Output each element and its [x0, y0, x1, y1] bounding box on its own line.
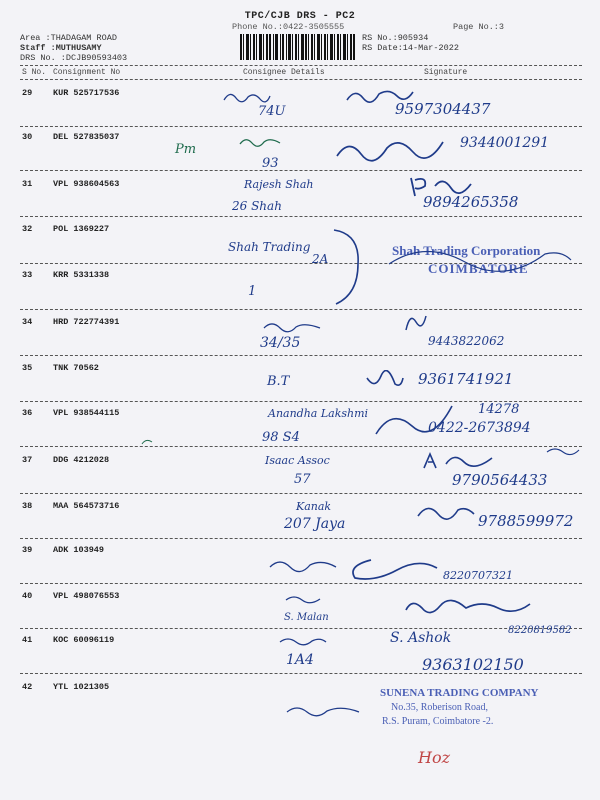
handwritten-name-39 [268, 555, 338, 573]
row-divider [20, 446, 582, 447]
staff-label: Staff :MUTHUSAMY [20, 43, 102, 53]
handwritten-address-41: 1A4 [286, 652, 314, 668]
handwritten-name-41 [278, 634, 328, 648]
page-number: Page No.:3 [453, 22, 505, 32]
sunena-stamp-name: SUNENA TRADING COMPANY [380, 687, 539, 699]
signature-30 [335, 134, 445, 164]
row-divider [20, 355, 582, 356]
row-consignment: MAA 564573716 [53, 501, 120, 511]
row-consignment: POL 1369227 [53, 224, 110, 234]
handwritten-name-31: Rajesh Shah [244, 178, 314, 191]
handwritten-address-37: 57 [294, 472, 311, 487]
handwritten-phone-38: 9788599972 [478, 512, 574, 530]
handwritten-note-30: Pm [175, 142, 197, 157]
row-consignment: VPL 938544115 [53, 408, 120, 418]
sunena-stamp-address-line2: R.S. Puram, Coimbatore -2. [382, 716, 494, 727]
handwritten-phone-41-b: 9363102150 [422, 655, 524, 674]
row-consignment: YTL 1021305 [53, 682, 110, 692]
company-stamp-city: COIMBATORE [428, 261, 529, 276]
row-divider [20, 216, 582, 217]
handwritten-name-30 [238, 134, 283, 150]
row-divider [20, 309, 582, 310]
row-sno: 35 [22, 363, 33, 373]
drs-number: DRS No. :DCJB90593403 [20, 53, 128, 63]
handwritten-name-40 [284, 592, 324, 606]
row-consignment: HRD 722774391 [53, 317, 120, 327]
handwritten-phone-39: 8220707321 [443, 569, 513, 582]
header-phone: Phone No.:0422-3505555 [232, 22, 345, 32]
row-sno: 29 [22, 88, 33, 98]
row-sno: 36 [22, 408, 33, 418]
handwritten-address-38: 207 Jaya [284, 516, 346, 532]
row-consignment: VPL 498076553 [53, 591, 120, 601]
handwritten-address-40: S. Malan [284, 612, 329, 623]
signature-37-mark [545, 444, 581, 458]
row-consignment: KUR 525717536 [53, 88, 120, 98]
handwritten-phone-29: 9597304437 [395, 100, 491, 118]
rs-date: RS Date:14-Mar-2022 [362, 43, 459, 53]
handwritten-bottom-note: Hoz [418, 748, 451, 767]
row-divider [20, 126, 582, 127]
column-sno: S No. [22, 68, 47, 77]
column-consignment: Consignment No [53, 68, 121, 77]
row-divider [20, 170, 582, 171]
row-sno: 39 [22, 545, 33, 555]
handwritten-name-34 [262, 318, 322, 334]
row-sno: 33 [22, 270, 33, 280]
handwritten-address-31: 26 Shah [232, 199, 282, 213]
handwritten-phone-37: 9790564433 [452, 471, 548, 489]
header-divider-top [20, 65, 582, 66]
row-sno: 37 [22, 455, 33, 465]
row-divider [20, 538, 582, 539]
row-sno: 40 [22, 591, 33, 601]
row-sno: 42 [22, 682, 33, 692]
row-consignment: TNK 70562 [53, 363, 99, 373]
handwritten-phone-34: 9443822062 [428, 334, 505, 348]
signature-34 [402, 310, 428, 334]
row-consignment: KOC 60096119 [53, 635, 115, 645]
stray-mark [140, 436, 154, 446]
header-divider-bottom [20, 79, 582, 80]
signature-35 [365, 370, 405, 394]
signature-37 [420, 450, 496, 472]
handwritten-address-34: 34/35 [260, 335, 301, 351]
handwritten-phone-36-b: 0422-2673894 [428, 420, 531, 436]
bracket-mark [330, 228, 370, 308]
row-consignment: KRR 5331338 [53, 270, 110, 280]
handwritten-address-35: B.T [267, 374, 290, 389]
rs-number: RS No.:905934 [362, 33, 429, 43]
signature-41: S. Ashok [390, 630, 452, 646]
handwritten-address-30: 93 [262, 156, 279, 171]
handwritten-name-37: Isaac Assoc [265, 454, 330, 467]
row-consignment: ADK 103949 [53, 545, 105, 555]
column-consignee: Consignee Details [243, 68, 325, 77]
document-title: TPC/CJB DRS - PC2 [244, 11, 356, 22]
row-consignment: DEL 527835037 [53, 132, 120, 142]
handwritten-address-32: 2A [312, 252, 329, 266]
stamp-signature-scribble [385, 236, 575, 284]
handwritten-address-36: 98 S4 [262, 430, 300, 445]
signature-39 [345, 556, 440, 584]
sunena-stamp-address-line1: No.35, Roberison Road, [391, 702, 488, 713]
row-divider [20, 493, 582, 494]
handwritten-phone-35: 9361741921 [418, 370, 514, 388]
row-sno: 31 [22, 179, 33, 189]
handwritten-address-29: 74U [258, 104, 286, 119]
handwritten-phone-30: 9344001291 [460, 135, 550, 151]
handwritten-phone-41-a: 8220819582 [508, 625, 572, 636]
row-consignment: VPL 938604563 [53, 179, 120, 189]
row-divider [20, 583, 582, 584]
handwritten-name-36: Anandha Lakshmi [268, 407, 369, 420]
row-sno: 34 [22, 317, 33, 327]
handwritten-name-32: Shah Trading [228, 240, 311, 254]
signature-38 [416, 500, 476, 522]
barcode-image [240, 34, 355, 60]
row-sno: 38 [22, 501, 33, 511]
row-sno: 30 [22, 132, 33, 142]
column-signature: Signature [424, 68, 468, 77]
handwritten-phone-31: 9894265358 [423, 193, 519, 211]
row-sno: 41 [22, 635, 33, 645]
handwritten-name-42 [285, 702, 361, 718]
row-consignment: DDG 4212028 [53, 455, 110, 465]
area-label: Area :THADAGAM ROAD [20, 33, 117, 43]
handwritten-name-38: Kanak [296, 500, 332, 513]
row-sno: 32 [22, 224, 33, 234]
company-stamp-name: Shah Trading Corporation [392, 243, 541, 258]
handwritten-address-33: 1 [248, 284, 257, 299]
row-divider [20, 628, 582, 629]
handwritten-phone-36-a: 14278 [478, 402, 520, 417]
signature-40 [402, 596, 532, 620]
